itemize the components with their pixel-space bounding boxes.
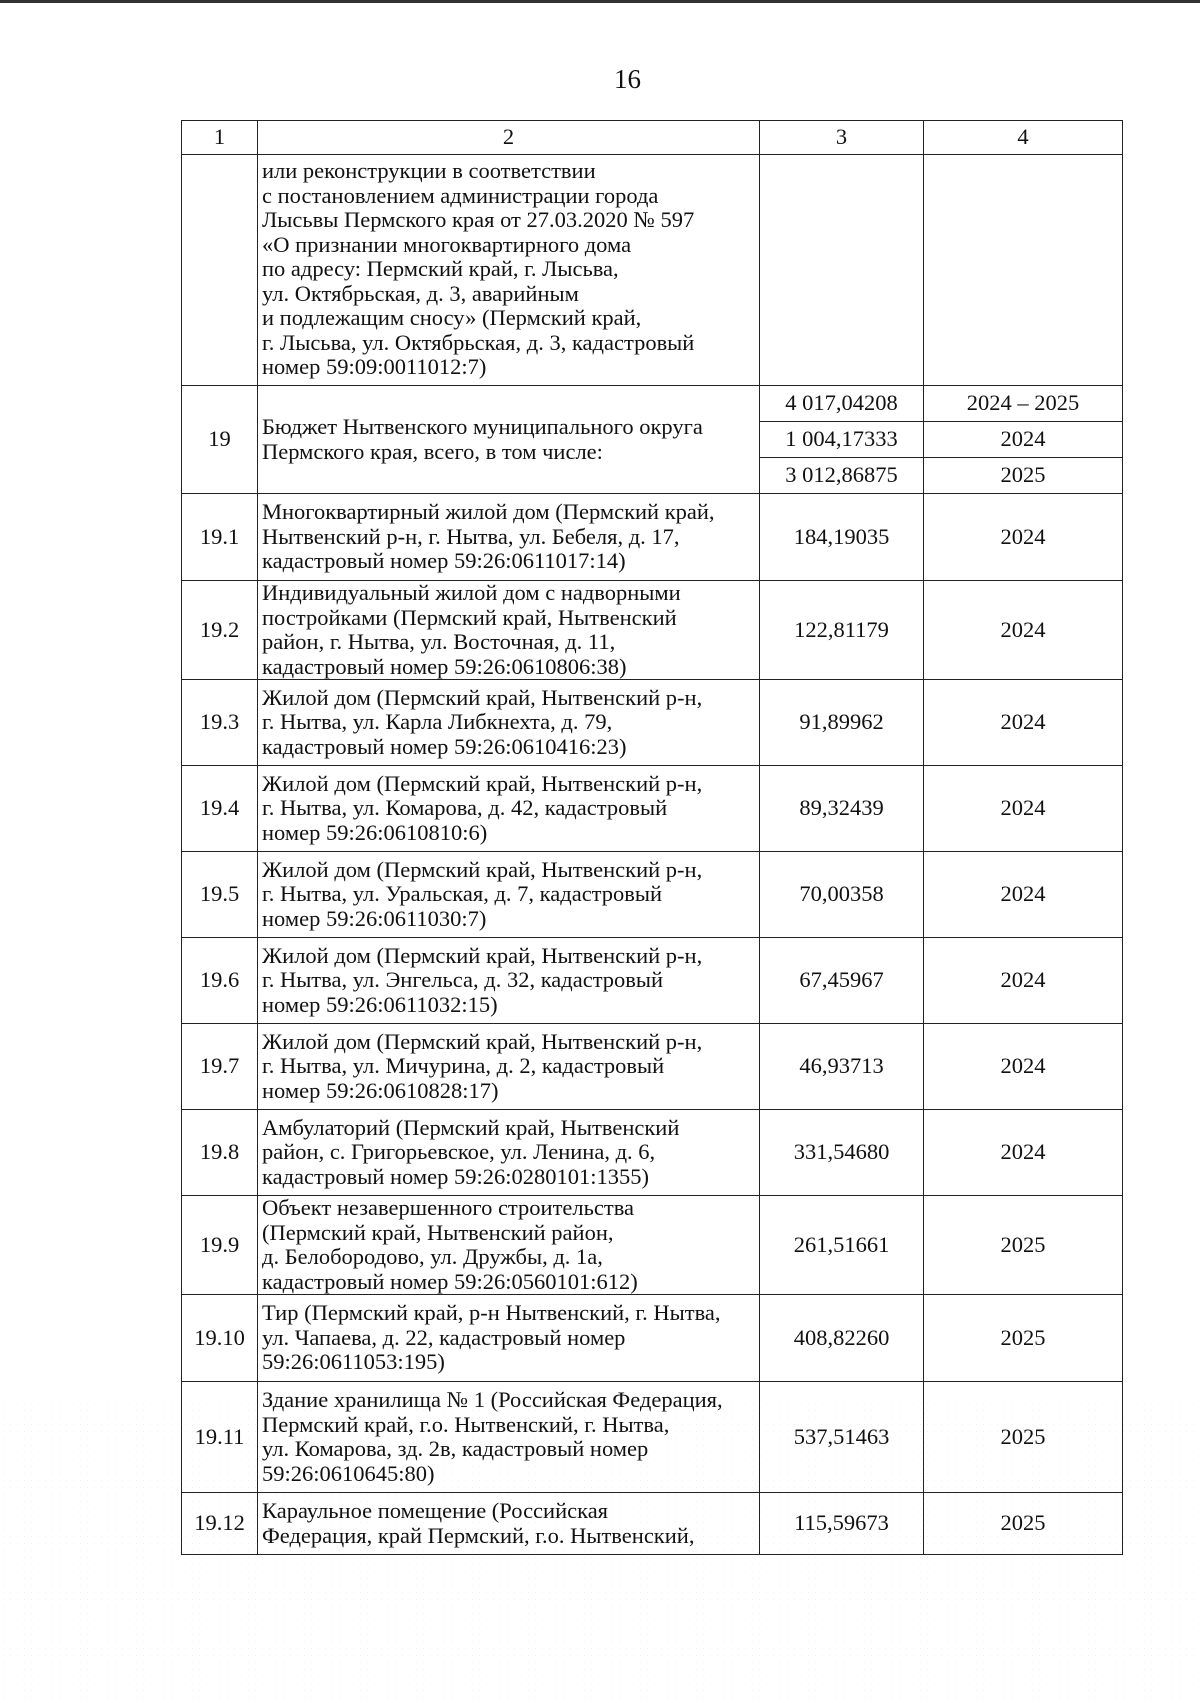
object-description: Жилой дом (Пермский край, Нытвенский р-н, г. Нытва, ул. Карла Либкнехта, д. 79, кадастровый номер 59:26:0610416:23)	[258, 680, 760, 766]
group-year-total: 2024 – 2025	[924, 386, 1123, 422]
object-description: Жилой дом (Пермский край, Нытвенский р-н, г. Нытва, ул. Уральская, д. 7, кадастровый номер 59:26:0611030:7)	[258, 852, 760, 938]
row-number: 19.7	[182, 1024, 258, 1110]
table-row	[182, 494, 1123, 581]
year-cell: 2024	[924, 852, 1123, 938]
object-description: Многоквартирный жилой дом (Пермский край, Нытвенский р-н, г. Нытва, ул. Бебеля, д. 17, кадастровый номер 59:26:0611017:14)	[258, 494, 760, 581]
year-cell: 2024	[924, 938, 1123, 1024]
table-row	[182, 1493, 1123, 1555]
row-number: 19.6	[182, 938, 258, 1024]
table-row	[182, 938, 1123, 1024]
object-description: Индивидуальный жилой дом с надворными постройками (Пермский край, Нытвенский район, г. Нытва, ул. Восточная, д. 11, кадастровый номер 59:26:0610806:38)	[258, 581, 760, 680]
table-row	[182, 1024, 1123, 1110]
amount-cell: 67,45967	[760, 938, 924, 1024]
row-number: 19.10	[182, 1295, 258, 1382]
table-row	[182, 766, 1123, 852]
row-number: 19.8	[182, 1110, 258, 1196]
amount-cell	[760, 155, 924, 386]
object-description: или реконструкции в соответствии с постановлением администрации города Лысьвы Пермского края от 27.03.2020 № 597 «О признании многоквартирного дома по адресу: Пермский край, г. Лысьва, ул. Октябрьская, д. 3, аварийным и подлежащим сносу» (Пермский край, г. Лысьва, ул. Октябрьская, д. 3, кадастровый номер 59:09:0011012:7)	[258, 155, 760, 386]
group-row	[182, 386, 1123, 422]
year-cell: 2024	[924, 581, 1123, 680]
table-row	[182, 1295, 1123, 1382]
column-header: 1	[182, 121, 258, 155]
year-cell: 2024	[924, 494, 1123, 581]
amount-cell: 537,51463	[760, 1382, 924, 1493]
row-number: 19.2	[182, 581, 258, 680]
table-row	[182, 581, 1123, 680]
group-number: 19	[182, 386, 258, 494]
funding-table-body	[182, 121, 1123, 1555]
group-amount-total: 4 017,04208	[760, 386, 924, 422]
scan-top-edge	[0, 0, 1200, 3]
group-description: Бюджет Нытвенского муниципального округа Пермского края, всего, в том числе:	[258, 386, 760, 494]
amount-cell: 115,59673	[760, 1493, 924, 1555]
object-description: Объект незавершенного строительства (Пермский край, Нытвенский район, д. Белобородово, ул. Дружбы, д. 1а, кадастровый номер 59:26:0560101:612)	[258, 1196, 760, 1295]
year-cell: 2025	[924, 1382, 1123, 1493]
amount-cell: 89,32439	[760, 766, 924, 852]
row-number: 19.3	[182, 680, 258, 766]
row-number-cell	[182, 155, 258, 386]
amount-cell: 184,19035	[760, 494, 924, 581]
amount-cell: 408,82260	[760, 1295, 924, 1382]
object-description: Жилой дом (Пермский край, Нытвенский р-н, г. Нытва, ул. Мичурина, д. 2, кадастровый номер 59:26:0610828:17)	[258, 1024, 760, 1110]
row-number: 19.1	[182, 494, 258, 581]
table-row	[182, 680, 1123, 766]
row-number: 19.5	[182, 852, 258, 938]
amount-cell: 46,93713	[760, 1024, 924, 1110]
object-description: Жилой дом (Пермский край, Нытвенский р-н, г. Нытва, ул. Комарова, д. 42, кадастровый номер 59:26:0610810:6)	[258, 766, 760, 852]
row-number: 19.12	[182, 1493, 258, 1555]
year-cell: 2025	[924, 1295, 1123, 1382]
year-cell: 2024	[924, 680, 1123, 766]
group-year-2024: 2024	[924, 422, 1123, 458]
object-description: Амбулаторий (Пермский край, Нытвенский район, с. Григорьевское, ул. Ленина, д. 6, кадастровый номер 59:26:0280101:1355)	[258, 1110, 760, 1196]
table-row	[182, 852, 1123, 938]
table-row	[182, 1110, 1123, 1196]
group-amount-2025: 3 012,86875	[760, 458, 924, 494]
column-header: 3	[760, 121, 924, 155]
year-cell: 2025	[924, 1493, 1123, 1555]
table-row	[182, 1382, 1123, 1493]
object-description: Жилой дом (Пермский край, Нытвенский р-н, г. Нытва, ул. Энгельса, д. 32, кадастровый номер 59:26:0611032:15)	[258, 938, 760, 1024]
row-number: 19.11	[182, 1382, 258, 1493]
amount-cell: 70,00358	[760, 852, 924, 938]
amount-cell: 122,81179	[760, 581, 924, 680]
table-header-row	[182, 121, 1123, 155]
page-number: 16	[614, 64, 641, 94]
funding-table	[181, 120, 1123, 1555]
year-cell: 2024	[924, 766, 1123, 852]
year-cell: 2025	[924, 1196, 1123, 1295]
year-cell	[924, 155, 1123, 386]
year-cell: 2024	[924, 1110, 1123, 1196]
amount-cell: 261,51661	[760, 1196, 924, 1295]
group-amount-2024: 1 004,17333	[760, 422, 924, 458]
table-row	[182, 1196, 1123, 1295]
column-header: 2	[258, 121, 760, 155]
column-header: 4	[924, 121, 1123, 155]
object-description: Тир (Пермский край, р-н Нытвенский, г. Нытва, ул. Чапаева, д. 22, кадастровый номер 59:26:0611053:195)	[258, 1295, 760, 1382]
object-description: Здание хранилища № 1 (Российская Федерация, Пермский край, г.о. Нытвенский, г. Нытва, ул. Комарова, зд. 2в, кадастровый номер 59:26:0610645:80)	[258, 1382, 760, 1493]
amount-cell: 331,54680	[760, 1110, 924, 1196]
year-cell: 2024	[924, 1024, 1123, 1110]
row-number: 19.9	[182, 1196, 258, 1295]
object-description: Караульное помещение (Российская Федерация, край Пермский, г.о. Нытвенский,	[258, 1493, 760, 1555]
row-number: 19.4	[182, 766, 258, 852]
amount-cell: 91,89962	[760, 680, 924, 766]
group-year-2025: 2025	[924, 458, 1123, 494]
table-row	[182, 155, 1123, 386]
